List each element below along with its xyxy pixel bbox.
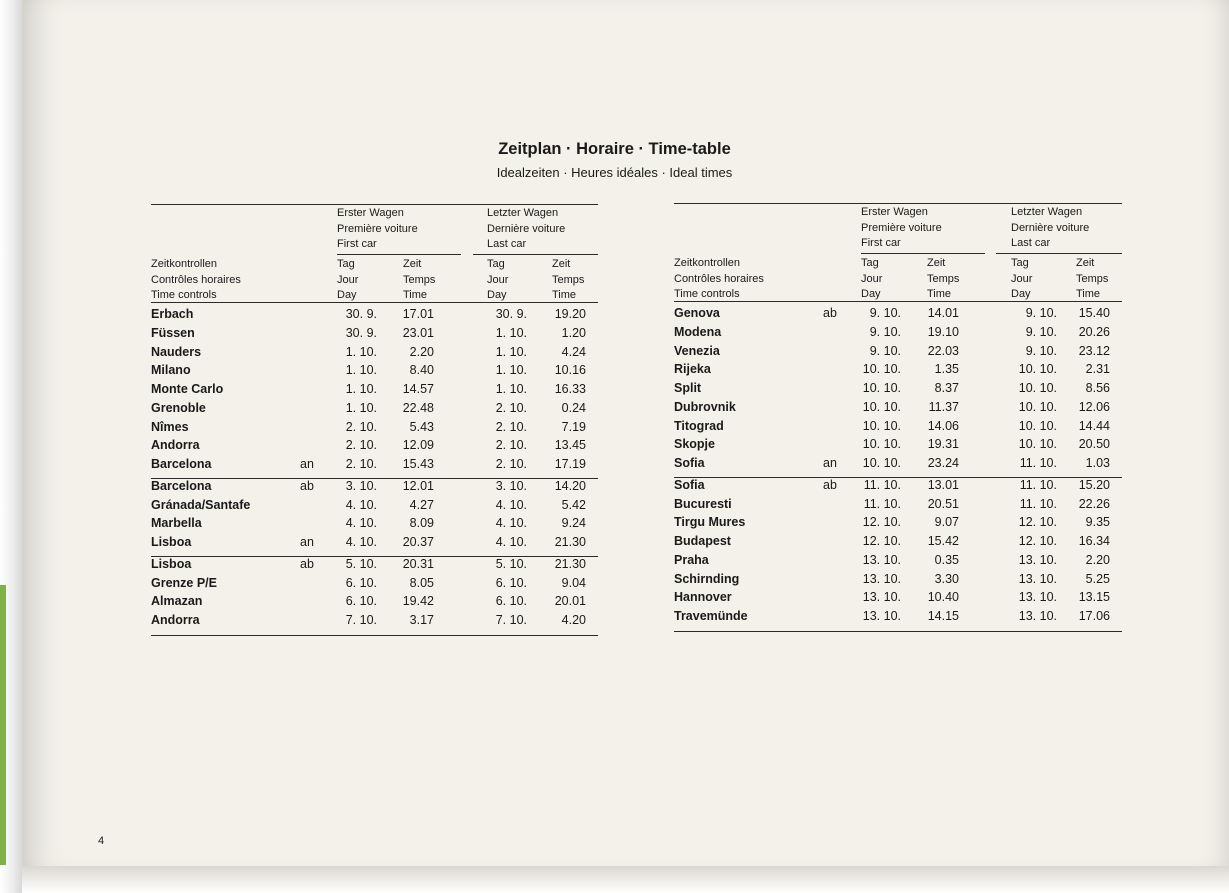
last-car-time: 23.12 <box>1078 343 1110 358</box>
page-number: 4 <box>98 835 105 847</box>
last-car-time: 19.20 <box>554 307 586 321</box>
table-row <box>151 345 598 363</box>
last-car-day: 12. 10. <box>1018 534 1057 548</box>
last-car-time: 1.03 <box>1085 456 1110 470</box>
first-car-time: 3.17 <box>409 613 434 627</box>
table-row <box>151 326 598 344</box>
last-car-time: 21.30 <box>554 556 586 571</box>
table-row <box>151 457 598 475</box>
first-car-header: Erster Wagen Première voiture First car <box>337 207 418 250</box>
first-car-time: 3.30 <box>934 571 959 586</box>
last-car-header: Letzter Wagen Dernière voiture Last car <box>487 207 566 250</box>
first-car-time: 15.43 <box>402 457 434 471</box>
table-row <box>674 325 1122 343</box>
first-car-day: 1. 10. <box>345 344 377 359</box>
first-car-day: 12. 10. <box>862 534 901 548</box>
last-car-time: 17.19 <box>554 457 586 471</box>
first-car-time: 17.01 <box>402 307 434 321</box>
place-name: Rijeka <box>674 362 711 377</box>
place-name: Marbella <box>151 516 202 531</box>
last-car-time: 0.24 <box>561 400 586 415</box>
controls-header: Zeitkontrollen Contrôles horaires Time controls <box>151 258 241 301</box>
cover-edge <box>0 585 6 865</box>
first-car-day: 10. 10. <box>862 381 901 395</box>
last-car-time: 4.20 <box>561 613 586 627</box>
last-car-time: 16.33 <box>554 382 586 396</box>
last-car-day: 4. 10. <box>495 516 527 531</box>
place-name: Tirgu Mures <box>674 515 746 530</box>
controls-header: Zeitkontrollen Contrôles horaires Time controls <box>674 257 764 300</box>
first-car-time: 20.37 <box>402 535 434 549</box>
table-row <box>151 307 598 325</box>
place-name: Gránada/Santafe <box>151 497 251 512</box>
first-car-time: 11.37 <box>928 399 959 414</box>
place-name: Andorra <box>151 438 200 453</box>
first-car-time: 14.01 <box>927 306 959 320</box>
last-car-time: 7.19 <box>561 419 586 434</box>
first-car-time: 14.57 <box>402 382 434 396</box>
first-car-day: 6. 10. <box>345 575 377 590</box>
group-header-rule-last <box>996 253 1122 254</box>
table-row <box>151 557 598 575</box>
first-car-day: 10. 10. <box>862 362 901 377</box>
place-name: Milano <box>151 363 191 378</box>
place-name: Lisboa <box>151 535 192 549</box>
table-bottom-rule <box>151 635 598 636</box>
first-car-day: 2. 10. <box>345 419 377 434</box>
arrival-departure-mark: ab <box>300 556 314 571</box>
last-day-header: Tag Jour Day <box>487 258 509 301</box>
first-car-time: 23.01 <box>402 325 434 340</box>
place-name: Lisboa <box>151 556 192 571</box>
place-name: Grenze P/E <box>151 575 217 590</box>
table-row <box>151 438 598 456</box>
place-name: Venezia <box>674 343 720 358</box>
first-car-time: 9.07 <box>934 515 959 530</box>
table-row <box>674 497 1122 515</box>
first-car-time: 19.10 <box>927 324 959 339</box>
first-car-time: 14.15 <box>927 609 959 623</box>
last-time-header: Zeit Temps Time <box>1076 257 1109 300</box>
table-row <box>151 479 598 497</box>
last-car-day: 6. 10. <box>495 594 527 609</box>
first-car-day: 1. 10. <box>345 363 377 378</box>
first-car-time: 8.09 <box>409 516 434 531</box>
group-header-rule-first <box>861 253 985 254</box>
place-name: Monte Carlo <box>151 382 224 396</box>
place-name: Modena <box>674 324 722 339</box>
place-name: Nauders <box>151 344 202 359</box>
last-car-time: 2.20 <box>1085 552 1110 567</box>
group-header-rule-last <box>473 254 598 255</box>
last-car-day: 4. 10. <box>495 535 527 549</box>
last-car-time: 8.56 <box>1085 381 1110 395</box>
last-car-day: 5. 10. <box>495 556 527 571</box>
first-car-day: 6. 10. <box>345 594 377 609</box>
last-car-day: 2. 10. <box>495 400 527 415</box>
last-car-day: 11. 10. <box>1019 477 1057 492</box>
first-car-time: 10.40 <box>927 590 959 605</box>
place-name: Barcelona <box>151 457 212 471</box>
arrival-departure-mark: ab <box>823 306 837 320</box>
place-name: Genova <box>674 306 720 320</box>
last-car-time: 9.35 <box>1085 515 1110 530</box>
last-car-day: 13. 10. <box>1018 609 1057 623</box>
first-day-header: Tag Jour Day <box>337 258 359 301</box>
first-car-day: 9. 10. <box>869 343 901 358</box>
last-car-time: 5.42 <box>561 497 586 512</box>
first-car-time: 8.05 <box>409 575 434 590</box>
first-car-day: 1. 10. <box>345 400 377 415</box>
first-car-time: 19.42 <box>402 594 434 609</box>
place-name: Bucuresti <box>674 496 732 511</box>
table-top-rule <box>674 203 1122 204</box>
place-name: Sofia <box>674 477 705 492</box>
first-car-time: 20.31 <box>402 556 434 571</box>
first-car-day: 2. 10. <box>345 457 377 471</box>
last-car-day: 10. 10. <box>1018 437 1057 452</box>
place-name: Dubrovnik <box>674 399 736 414</box>
last-car-day: 2. 10. <box>495 438 527 453</box>
last-car-time: 20.50 <box>1078 437 1110 452</box>
last-car-day: 4. 10. <box>495 497 527 512</box>
page-subtitle: Idealzeiten · Heures idéales · Ideal times <box>496 165 733 180</box>
last-car-day: 7. 10. <box>495 613 527 627</box>
place-name: Füssen <box>151 325 195 340</box>
last-car-time: 15.20 <box>1078 477 1110 492</box>
table-row <box>151 516 598 534</box>
table-row <box>674 590 1122 608</box>
last-car-day: 1. 10. <box>495 325 527 340</box>
first-car-time: 22.03 <box>927 343 959 358</box>
table-top-rule <box>151 204 598 205</box>
first-car-day: 10. 10. <box>862 399 901 414</box>
first-car-time: 15.42 <box>927 534 959 548</box>
table-bottom-rule <box>674 631 1122 632</box>
first-car-day: 12. 10. <box>862 515 901 530</box>
first-time-header: Zeit Temps Time <box>927 257 960 300</box>
first-car-day: 9. 10. <box>869 306 901 320</box>
last-car-time: 4.24 <box>561 344 586 359</box>
first-car-time: 2.20 <box>409 344 434 359</box>
first-car-time: 0.35 <box>934 552 959 567</box>
first-car-day: 10. 10. <box>862 418 901 433</box>
header-bottom-rule <box>151 302 598 303</box>
first-car-day: 13. 10. <box>862 609 901 623</box>
last-car-time: 14.20 <box>554 478 586 493</box>
first-car-day: 4. 10. <box>345 535 377 549</box>
last-car-day: 30. 9. <box>495 307 527 321</box>
table-row <box>674 344 1122 362</box>
first-time-header: Zeit Temps Time <box>403 258 436 301</box>
last-car-day: 2. 10. <box>495 457 527 471</box>
table-row <box>674 437 1122 455</box>
last-car-time: 1.20 <box>561 325 586 340</box>
first-car-day: 5. 10. <box>345 556 377 571</box>
last-car-time: 14.44 <box>1078 418 1110 433</box>
first-car-time: 12.01 <box>402 478 434 493</box>
place-name: Andorra <box>151 613 200 627</box>
first-car-time: 8.37 <box>934 381 959 395</box>
last-car-header: Letzter Wagen Dernière voiture Last car <box>1011 206 1090 249</box>
first-car-time: 14.06 <box>927 418 959 433</box>
first-car-day: 13. 10. <box>862 590 901 605</box>
last-car-time: 13.45 <box>554 438 586 453</box>
last-car-time: 9.24 <box>561 516 586 531</box>
first-car-day: 30. 9. <box>345 307 377 321</box>
first-day-header: Tag Jour Day <box>861 257 883 300</box>
table-row <box>674 456 1122 474</box>
last-car-day: 9. 10. <box>1025 324 1057 339</box>
page-bottom-edge <box>22 866 1229 893</box>
table-row <box>151 535 598 553</box>
first-car-time: 1.35 <box>934 362 959 377</box>
table-row <box>674 534 1122 552</box>
place-name: Nîmes <box>151 419 189 434</box>
first-car-time: 19.31 <box>927 437 959 452</box>
last-car-day: 2. 10. <box>495 419 527 434</box>
last-car-day: 1. 10. <box>495 363 527 378</box>
group-header-rule-first <box>337 254 461 255</box>
table-row <box>151 613 598 631</box>
first-car-day: 11. 10. <box>863 477 901 492</box>
table-row <box>674 572 1122 590</box>
first-car-day: 3. 10. <box>345 478 377 493</box>
table-row <box>151 401 598 419</box>
first-car-day: 10. 10. <box>862 456 901 470</box>
place-name: Almazan <box>151 594 203 609</box>
table-row <box>674 306 1122 324</box>
first-car-day: 11. 10. <box>863 496 901 511</box>
last-car-time: 20.01 <box>554 594 586 609</box>
place-name: Grenoble <box>151 400 206 415</box>
arrival-departure-mark: an <box>823 456 837 470</box>
table-row <box>674 381 1122 399</box>
last-car-time: 17.06 <box>1078 609 1110 623</box>
last-car-time: 9.04 <box>561 575 586 590</box>
first-car-day: 9. 10. <box>869 324 901 339</box>
table-row <box>151 363 598 381</box>
first-car-day: 4. 10. <box>345 516 377 531</box>
table-row <box>151 420 598 438</box>
last-time-header: Zeit Temps Time <box>552 258 585 301</box>
last-car-day: 10. 10. <box>1018 418 1057 433</box>
first-car-time: 8.40 <box>409 363 434 378</box>
last-car-day: 10. 10. <box>1018 381 1057 395</box>
last-car-day: 1. 10. <box>495 382 527 396</box>
last-car-day: 13. 10. <box>1018 552 1057 567</box>
last-car-day: 3. 10. <box>495 478 527 493</box>
page-title: Zeitplan · Horaire · Time-table <box>498 140 731 158</box>
last-car-time: 22.26 <box>1078 496 1110 511</box>
place-name: Budapest <box>674 534 731 548</box>
table-row <box>151 576 598 594</box>
last-car-time: 5.25 <box>1085 571 1110 586</box>
last-car-day: 6. 10. <box>495 575 527 590</box>
place-name: Travemünde <box>674 609 748 623</box>
last-car-time: 15.40 <box>1078 306 1110 320</box>
table-row <box>674 400 1122 418</box>
first-car-day: 2. 10. <box>345 438 377 453</box>
place-name: Sofia <box>674 456 705 470</box>
last-car-time: 2.31 <box>1085 362 1110 377</box>
last-car-day: 13. 10. <box>1018 571 1057 586</box>
place-name: Split <box>674 381 702 395</box>
last-car-time: 10.16 <box>554 363 586 378</box>
first-car-day: 7. 10. <box>345 613 377 627</box>
table-row <box>151 594 598 612</box>
last-car-time: 13.15 <box>1078 590 1110 605</box>
last-car-day: 9. 10. <box>1025 343 1057 358</box>
table-row <box>674 478 1122 496</box>
table-row <box>674 553 1122 571</box>
place-name: Hannover <box>674 590 732 605</box>
first-car-header: Erster Wagen Première voiture First car <box>861 206 942 249</box>
arrival-departure-mark: an <box>300 457 314 471</box>
arrival-departure-mark: an <box>300 535 314 549</box>
first-car-time: 4.27 <box>409 497 434 512</box>
last-car-day: 11. 10. <box>1019 456 1057 470</box>
last-car-day: 10. 10. <box>1018 399 1057 414</box>
place-name: Erbach <box>151 307 194 321</box>
first-car-time: 12.09 <box>402 438 434 453</box>
last-car-time: 20.26 <box>1078 324 1110 339</box>
last-day-header: Tag Jour Day <box>1011 257 1033 300</box>
last-car-day: 10. 10. <box>1018 362 1057 377</box>
header-bottom-rule <box>674 301 1122 302</box>
last-car-time: 12.06 <box>1078 399 1110 414</box>
last-car-time: 21.30 <box>554 535 586 549</box>
first-car-time: 23.24 <box>927 456 959 470</box>
place-name: Praha <box>674 552 709 567</box>
first-car-day: 4. 10. <box>345 497 377 512</box>
first-car-day: 10. 10. <box>862 437 901 452</box>
table-row <box>151 382 598 400</box>
table-row <box>151 498 598 516</box>
place-name: Titograd <box>674 418 724 433</box>
first-car-time: 22.48 <box>402 400 434 415</box>
place-name: Skopje <box>674 437 715 452</box>
last-car-day: 11. 10. <box>1019 496 1057 511</box>
arrival-departure-mark: ab <box>300 478 314 493</box>
first-car-time: 13.01 <box>927 477 959 492</box>
last-car-day: 9. 10. <box>1025 306 1057 320</box>
first-car-day: 30. 9. <box>345 325 377 340</box>
place-name: Barcelona <box>151 478 212 493</box>
arrival-departure-mark: ab <box>823 477 837 492</box>
table-row <box>674 419 1122 437</box>
first-car-day: 1. 10. <box>345 382 377 396</box>
first-car-day: 13. 10. <box>862 571 901 586</box>
table-row <box>674 609 1122 627</box>
first-car-day: 13. 10. <box>862 552 901 567</box>
last-car-day: 1. 10. <box>495 344 527 359</box>
first-car-time: 20.51 <box>927 496 959 511</box>
first-car-time: 5.43 <box>409 419 434 434</box>
table-row <box>674 515 1122 533</box>
table-row <box>674 362 1122 380</box>
place-name: Schirnding <box>674 571 740 586</box>
last-car-day: 13. 10. <box>1018 590 1057 605</box>
last-car-time: 16.34 <box>1078 534 1110 548</box>
last-car-day: 12. 10. <box>1018 515 1057 530</box>
